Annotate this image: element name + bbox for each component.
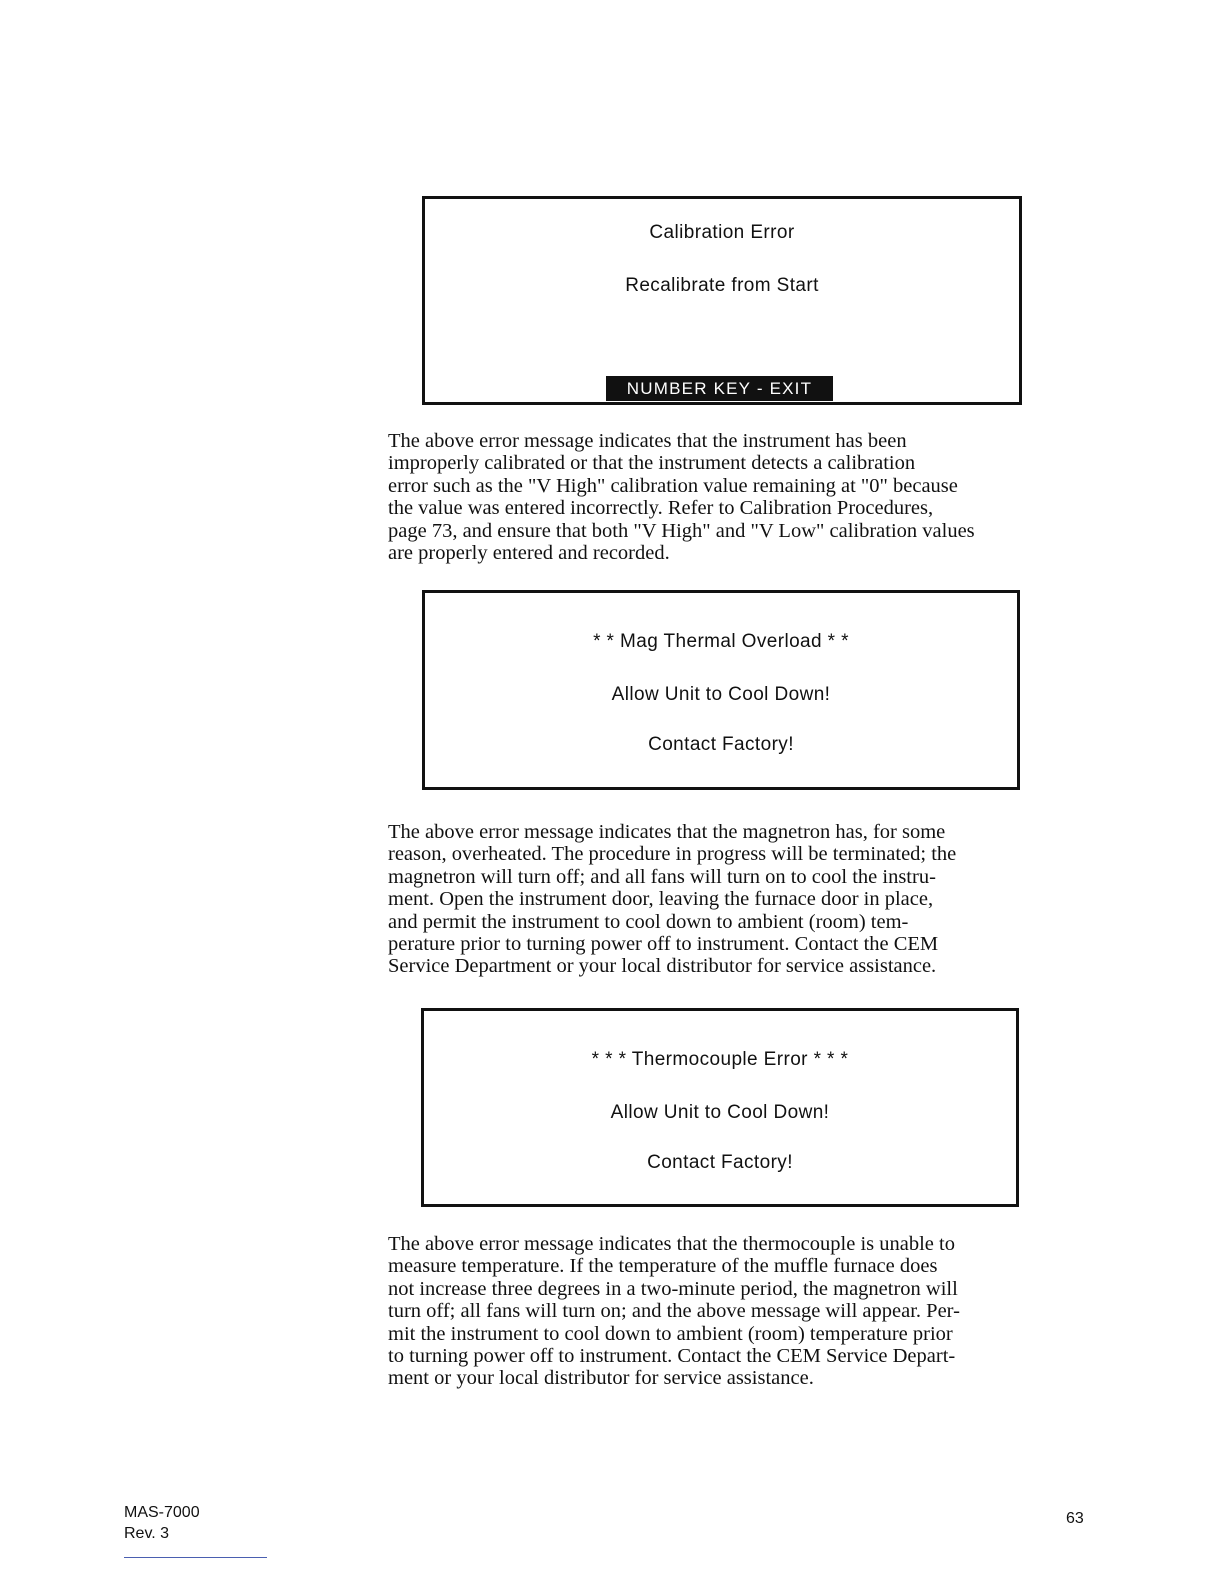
thermocouple-error-explanation — [388, 1233, 1068, 1390]
paragraph-line: turn off; all fans will turn on; and the above message will appear. Per- — [388, 1300, 960, 1323]
paragraph-line: are properly entered and recorded. — [388, 542, 670, 565]
thermocouple-error-title: * * * Thermocouple Error * * * — [591, 1049, 849, 1070]
footer-revision: Rev. 3 — [124, 1525, 170, 1542]
mag-thermal-overload-explanation — [388, 821, 1068, 978]
thermocouple-error-screen — [421, 1008, 1019, 1207]
paragraph-line: ment. Open the instrument door, leaving the furnace door in place, — [388, 888, 934, 911]
footer-model: MAS-7000 — [124, 1504, 200, 1521]
number-key-exit-bar: NUMBER KEY - EXIT — [606, 376, 833, 401]
paragraph-line: error such as the "V High" calibration value remaining at "0" because — [388, 474, 958, 497]
paragraph-line: The above error message indicates that the magnetron has, for some — [388, 821, 946, 843]
paragraph-line: Service Department or your local distributor for service assistance. — [388, 955, 937, 978]
paragraph-line: measure temperature. If the temperature of the muffle furnace does — [388, 1255, 938, 1278]
calibration-error-screen-text — [422, 196, 1022, 405]
paragraph-line: to turning power off to instrument. Contact the CEM Service Depart- — [388, 1345, 956, 1368]
paragraph-line: improperly calibrated or that the instrument detects a calibration — [388, 452, 916, 475]
paragraph-line: reason, overheated. The procedure in progress will be terminated; the — [388, 843, 957, 866]
footer-rule — [124, 1557, 267, 1558]
page-number: 63 — [1066, 1510, 1084, 1527]
paragraph-line: and permit the instrument to cool down to ambient (room) tem- — [388, 910, 909, 933]
recalibrate-message: Recalibrate from Start — [625, 275, 819, 296]
paragraph-line: The above error message indicates that the thermocouple is unable to — [388, 1233, 955, 1255]
paragraph-line: the value was entered incorrectly. Refer to Calibration Procedures, — [388, 497, 934, 520]
mag-thermal-overload-screen — [422, 590, 1020, 790]
paragraph-line: page 73, and ensure that both "V High" and "V Low" calibration values — [388, 519, 975, 542]
paragraph-line: mit the instrument to cool down to ambient (room) temperature prior — [388, 1322, 953, 1345]
paragraph-line: ment or your local distributor for service assistance. — [388, 1367, 814, 1390]
paragraph-line: not increase three degrees in a two-minute period, the magnetron will — [388, 1277, 958, 1300]
contact-factory-message: Contact Factory! — [648, 734, 794, 755]
calibration-error-title: Calibration Error — [649, 222, 795, 243]
calibration-error-explanation — [388, 430, 1068, 564]
paragraph-line: perature prior to turning power off to instrument. Contact the CEM — [388, 933, 939, 956]
paragraph-line: magnetron will turn off; and all fans will turn on to cool the instru- — [388, 865, 936, 888]
cool-down-message: Allow Unit to Cool Down! — [610, 1102, 830, 1123]
mag-thermal-overload-title: * * Mag Thermal Overload * * — [593, 631, 849, 652]
cool-down-message: Allow Unit to Cool Down! — [611, 684, 831, 705]
contact-factory-message: Contact Factory! — [647, 1152, 793, 1173]
paragraph-line: The above error message indicates that the instrument has been — [388, 430, 907, 452]
